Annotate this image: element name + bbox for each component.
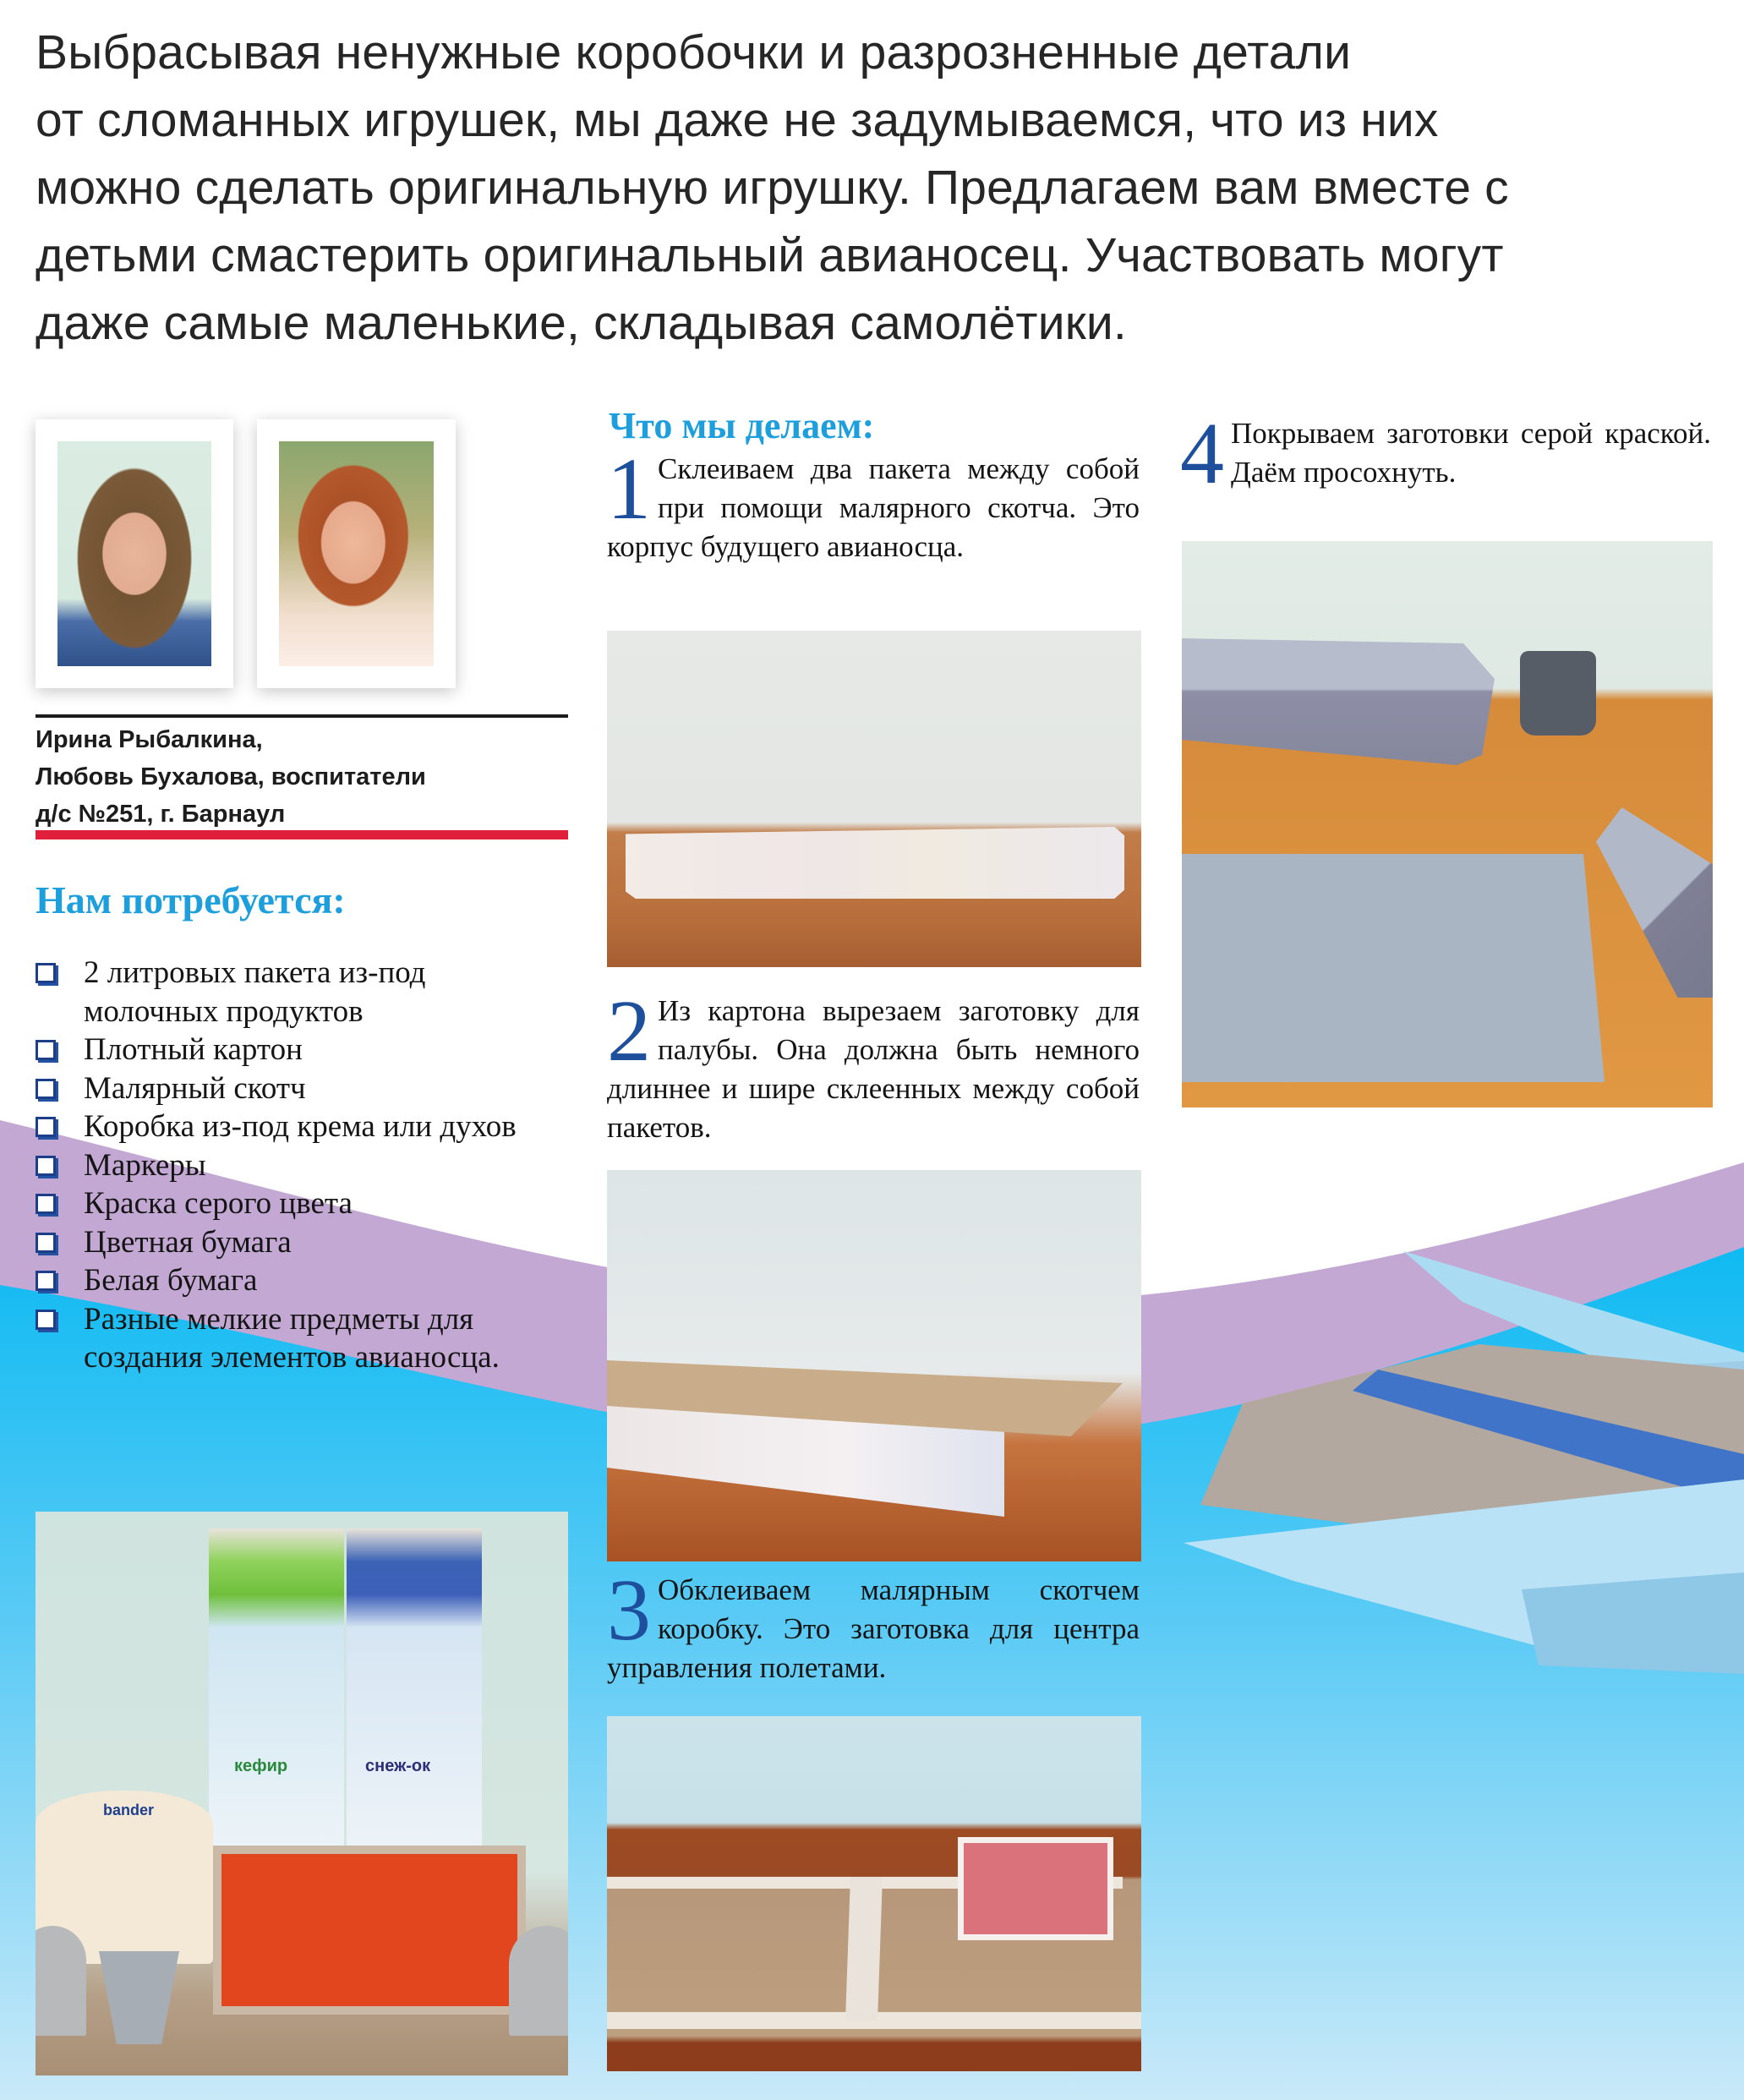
checkbox-icon [36,1233,56,1253]
checkbox-icon [36,1271,56,1291]
list-item: Плотный картон [36,1031,560,1069]
author-line: Ирина Рыбалкина, [36,726,263,753]
materials-photo [36,1512,568,2075]
author-photo-2 [257,419,456,688]
step-text: Склеиваем два пакета между собой при помощи малярного скотча. Это корпус будущего авианосца. [607,452,1140,563]
list-item: Цветная бумага [36,1223,560,1262]
author-photo-1 [36,419,233,688]
step-3 [607,1561,1140,1687]
intro-paragraph [36,19,1718,357]
author-line: д/с №251, г. Барнаул [36,801,286,828]
control-tower-box [958,1837,1113,1940]
step-number: 4 [1180,405,1224,502]
checkbox-icon [36,963,56,983]
author-divider-top [36,714,568,718]
paint-can [1520,651,1596,736]
steps-title: Что мы делаем: [609,405,875,446]
list-item: Краска серого цвета [36,1184,560,1223]
dome-piece [36,1926,86,2036]
milk-carton-snezhok [347,1529,482,1858]
glued-cartons [626,827,1124,899]
step-1 [607,440,1140,566]
step-2 [607,982,1140,1147]
list-item: 2 литровых пакета из-под молочных продуктов [36,954,560,1031]
author-portrait-image [57,441,211,666]
step-2-photo [607,1170,1141,1561]
dome-piece [509,1926,568,2036]
step-text: Обклеиваем малярным скотчем коробку. Это заготовка для центра управления полетами. [607,1573,1140,1684]
step-number: 3 [607,1561,651,1659]
tape-strip [845,1877,883,2021]
step-text: Из картона вырезаем заготовку для палубы. Она должна быть немного длиннее и шире склеенных между собой пакетов. [607,994,1140,1144]
painted-hull [1182,638,1495,765]
list-item: Коробка из-под крема или духов [36,1107,560,1146]
step-number: 1 [607,440,651,538]
painted-deck [1182,854,1605,1082]
checkbox-icon [36,1156,56,1176]
list-item: Белая бумага [36,1261,560,1300]
author-divider-red [36,830,568,839]
intro-line: детьми смастерить оригинальный авианосец. Участвовать могут [36,228,1504,282]
author-portrait-image [279,441,434,666]
checkbox-icon [36,1040,56,1060]
checkbox-icon [36,1194,56,1214]
list-item: Маркеры [36,1146,560,1185]
paper-airplane-illustration [1184,1251,1744,1691]
checkbox-icon [36,1310,56,1330]
cone-piece [99,1951,179,2044]
tape-brand-label: bander [103,1802,155,1818]
intro-line: даже самые маленькие, складывая самолётики. [36,296,1127,350]
list-item: Малярный скотч [36,1069,560,1108]
carton-label: кефир [234,1757,288,1775]
list-item: Разные мелкие предметы для создания элементов авианосца. [36,1300,560,1377]
milk-carton-kefir [209,1529,344,1858]
painted-tower [1596,807,1713,998]
step-4-photo [1182,541,1713,1107]
step-1-photo [607,631,1141,967]
carton-label: снеж-ок [365,1757,431,1775]
step-number: 2 [607,982,651,1080]
intro-line: можно сделать оригинальную игрушку. Предлагаем вам вместе с [36,161,1509,215]
checkbox-icon [36,1117,56,1137]
author-credits [36,721,577,833]
step-4 [1180,405,1711,502]
intro-line: Выбрасывая ненужные коробочки и разрозненные детали [36,25,1352,79]
step-text: Покрываем заготовки серой краской. Даём просохнуть. [1231,417,1711,489]
perfume-box [213,1846,526,2015]
intro-line: от сломанных игрушек, мы даже не задумываемся, что из них [36,93,1439,147]
author-line: Любовь Бухалова, воспитатели [36,763,426,790]
materials-list [36,954,560,1377]
checkbox-icon [36,1079,56,1099]
step-3-photo [607,1716,1141,2071]
materials-title: Нам потребуется: [36,878,346,921]
